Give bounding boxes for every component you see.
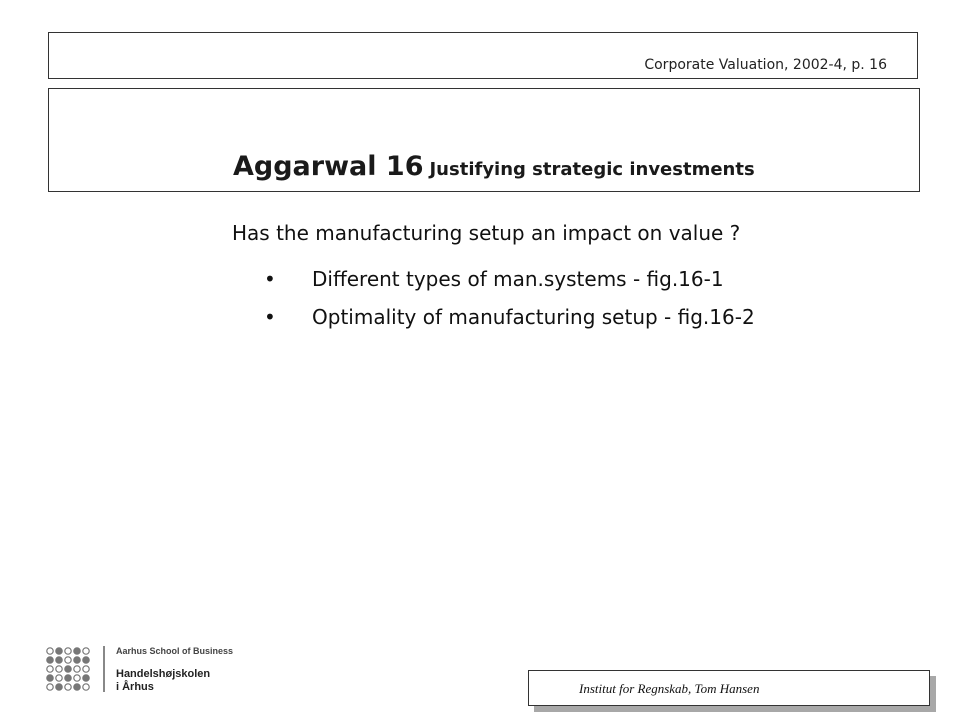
logo-danish-line2: i Århus [116,681,154,693]
logo-english-name: Aarhus School of Business [116,646,234,656]
footer-text: Institut for Regnskab, Tom Hansen [579,681,760,696]
logo-divider [103,646,105,692]
title-subtitle: Justifying strategic investments [429,159,755,180]
logo-dots-icon [45,646,97,694]
logo-danish-name [116,668,210,694]
slide-content [232,221,755,336]
bullet-text: Optimality of manufacturing setup - fig.16-2 [312,305,755,329]
header-text: Corporate Valuation, 2002-4, p. 16 [644,57,887,73]
bullet-item [232,260,740,298]
footer-box [528,670,930,706]
bullet-marker: • [264,267,276,291]
title-box [48,88,920,192]
bullet-text: Different types of man.systems - fig.16-1 [312,267,724,291]
school-logo [45,646,245,694]
title-main: Aggarwal 16 [233,151,424,182]
logo-danish-line1: Handelshøjskolen [116,668,211,680]
question-text: Has the manufacturing setup an impact on value ? [232,221,741,245]
bullet-list [232,260,755,336]
bullet-marker: • [264,305,276,329]
bullet-item [232,298,755,336]
header-box [48,32,918,79]
slide-title [233,151,755,182]
